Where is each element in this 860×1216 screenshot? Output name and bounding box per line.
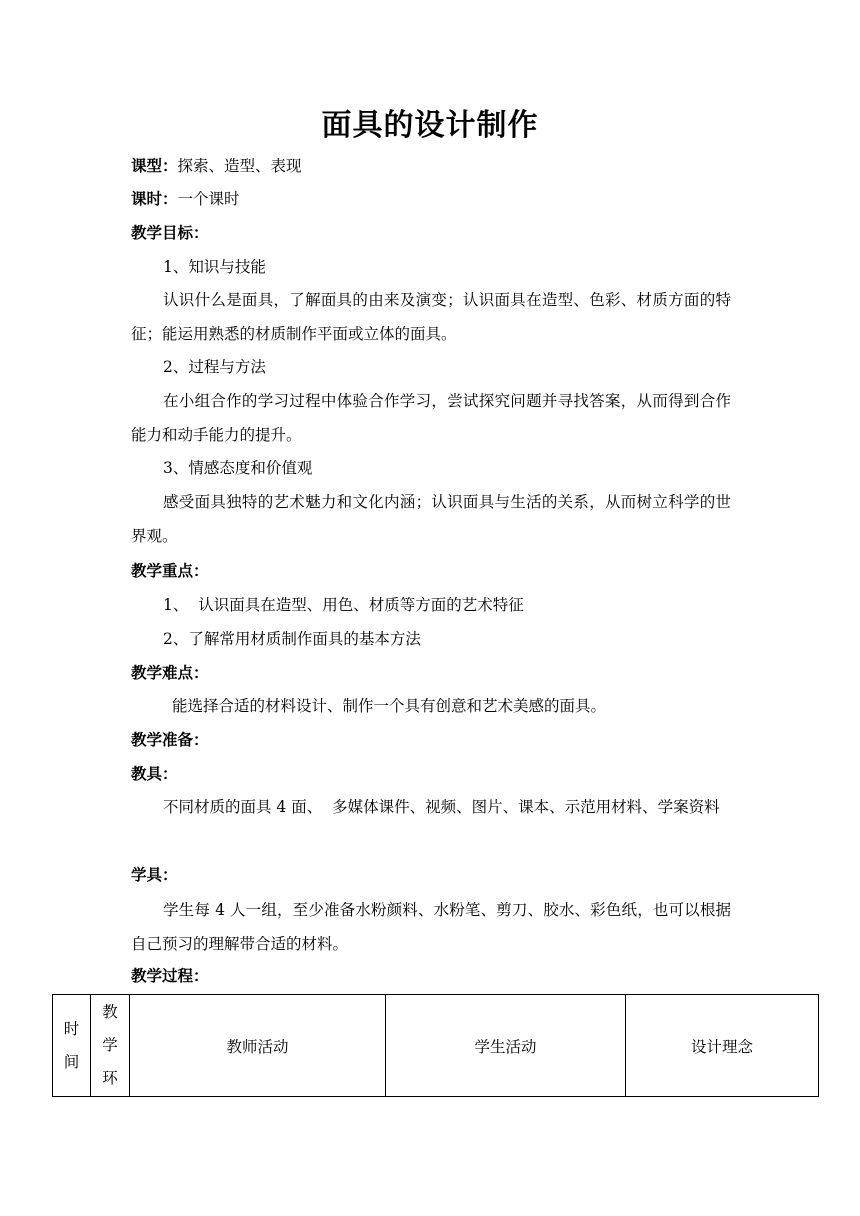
lesson-time-value: 一个课时 [177, 190, 240, 208]
header-stage-char-3: 环 [102, 1069, 118, 1087]
header-time-cell [53, 995, 91, 1097]
header-time-char-1: 时 [63, 1019, 80, 1038]
teacher-tools-heading: 教具： [131, 765, 178, 783]
lesson-type-line [131, 155, 302, 177]
student-tools-text: 学生每 4 人一组，至少准备水粉颜料、水粉笔、剪刀、胶水、彩色纸，也可以根据自己预习的理解带合适的材料。 [131, 901, 731, 953]
objectives-heading: 教学目标： [131, 224, 209, 242]
teacher-tools-text: 不同材质的面具 4 面、 多媒体课件、视频、图片、课本、示范用材料、学案资料 [163, 798, 720, 816]
header-teacher-activity: 教师活动 [130, 995, 386, 1097]
key-points-heading: 教学重点： [131, 562, 209, 580]
objective-2-text: 在小组合作的学习过程中体验合作学习，尝试探究问题并寻找答案，从而得到合作能力和动手能力的提升。 [131, 392, 731, 444]
header-time-char-2: 间 [63, 1052, 80, 1071]
process-table [52, 994, 819, 1097]
lesson-type-value: 探索、造型、表现 [177, 157, 302, 175]
lesson-time-line [131, 188, 240, 210]
header-student-activity: 学生活动 [386, 995, 626, 1097]
page-title: 面具的设计制作 [321, 108, 539, 143]
header-stage-cell [91, 995, 130, 1097]
objective-3-text: 感受面具独特的艺术魅力和文化内涵；认识面具与生活的关系，从而树立科学的世界观。 [131, 493, 731, 545]
objective-1-title: 1、知识与技能 [163, 258, 266, 276]
header-stage-char-2: 学 [102, 1036, 118, 1054]
difficulties-text: 能选择合适的材料设计、制作一个具有创意和艺术美感的面具。 [172, 697, 607, 715]
student-tools-heading: 学具： [131, 866, 178, 884]
objective-3-title: 3、情感态度和价值观 [163, 459, 313, 477]
header-design-concept: 设计理念 [626, 995, 819, 1097]
objective-2-title: 2、过程与方法 [163, 358, 266, 376]
process-heading: 教学过程： [131, 967, 209, 985]
lesson-type-label: 课型： [131, 157, 178, 175]
preparation-heading: 教学准备： [131, 731, 209, 749]
lesson-time-label: 课时： [131, 190, 178, 208]
header-stage-char-1: 教 [102, 1003, 118, 1021]
key-point-2: 2、了解常用材质制作面具的基本方法 [163, 630, 421, 648]
objective-1-text: 认识什么是面具，了解面具的由来及演变；认识面具在造型、色彩、材质方面的特征；能运用熟悉的材质制作平面或立体的面具。 [131, 291, 731, 343]
key-point-1: 1、 认识面具在造型、用色、材质等方面的艺术特征 [163, 596, 524, 614]
difficulties-heading: 教学难点： [131, 664, 209, 682]
table-header-row [53, 995, 819, 1097]
